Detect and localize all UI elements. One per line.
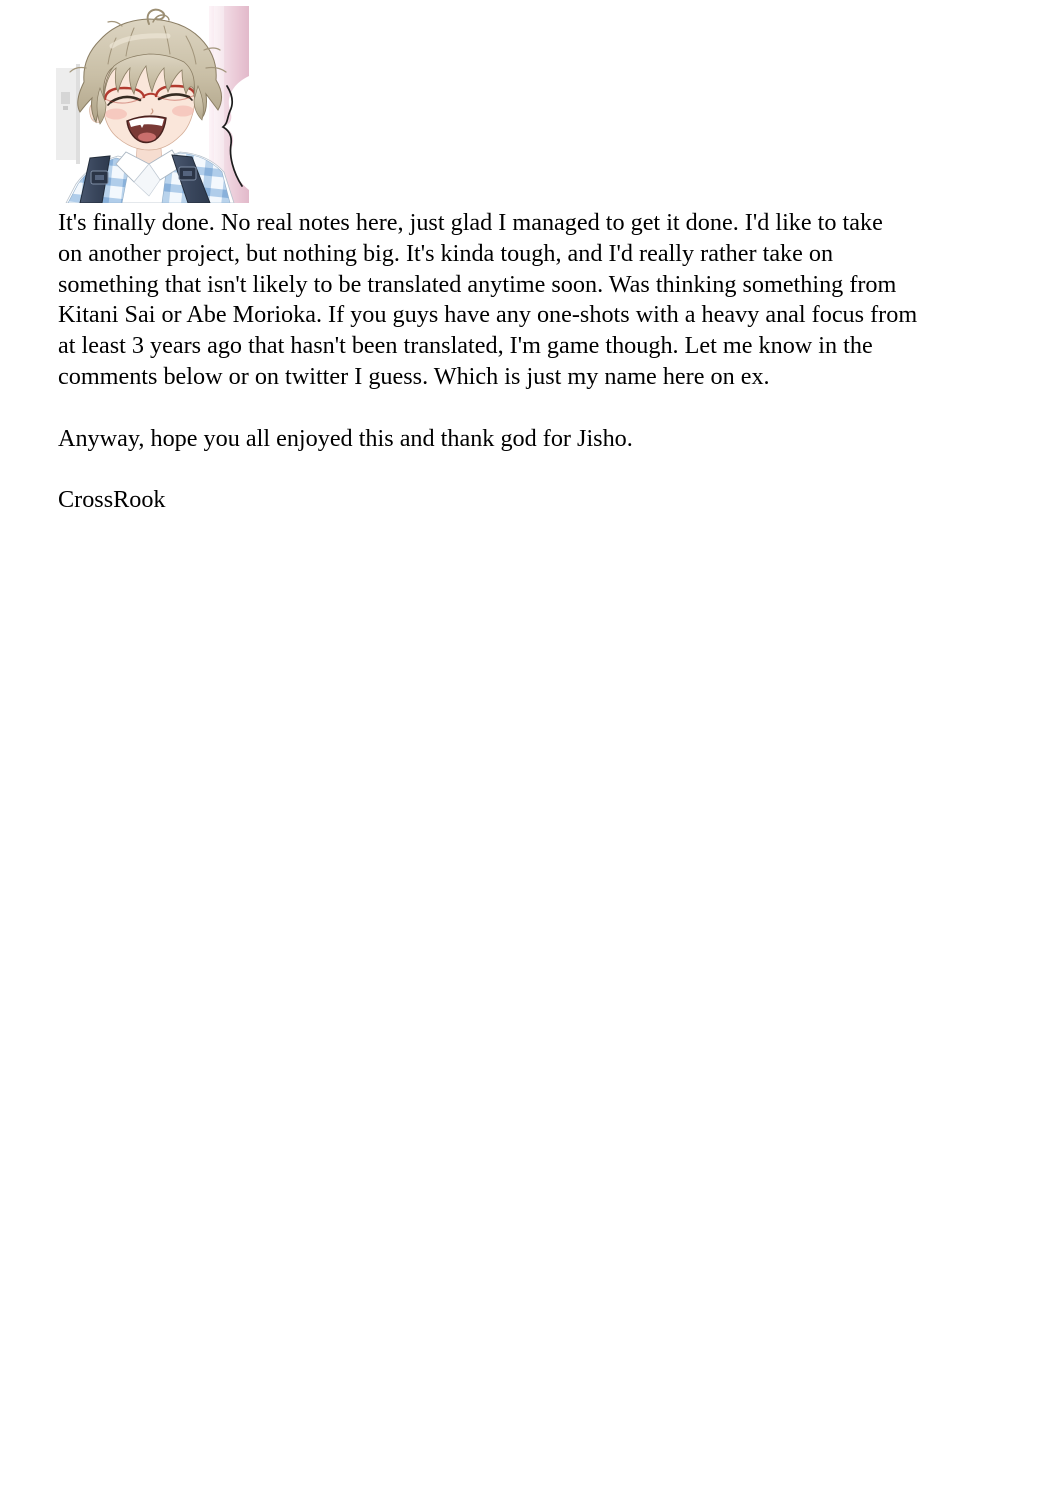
notes-line: It's finally done. No real notes here, just glad I managed to get it done. I'd like to take bbox=[58, 209, 883, 236]
notes-line: at least 3 years ago that hasn't been translated, I'm game though. Let me know in the bbox=[58, 332, 873, 360]
notes-line: comments below or on twitter I guess. Which is just my name here on ex. bbox=[58, 362, 770, 390]
laughing-character-image bbox=[56, 6, 249, 203]
notes-paragraph-main bbox=[58, 208, 1023, 393]
notes-line: on another project, but nothing big. It's kinda tough, and I'd really rather take on bbox=[58, 239, 834, 267]
translator-avatar-illustration bbox=[56, 6, 249, 203]
notes-line: Kitani Sai or Abe Morioka. If you guys have any one-shots with a heavy anal focus from bbox=[58, 301, 918, 329]
translator-notes bbox=[58, 208, 1023, 547]
signature: CrossRook bbox=[58, 486, 166, 514]
notes-line: something that isn't likely to be translated anytime soon. Was thinking something from bbox=[58, 270, 897, 298]
notes-paragraph-closing: Anyway, hope you all enjoyed this and thank god for Jisho. bbox=[58, 424, 633, 452]
